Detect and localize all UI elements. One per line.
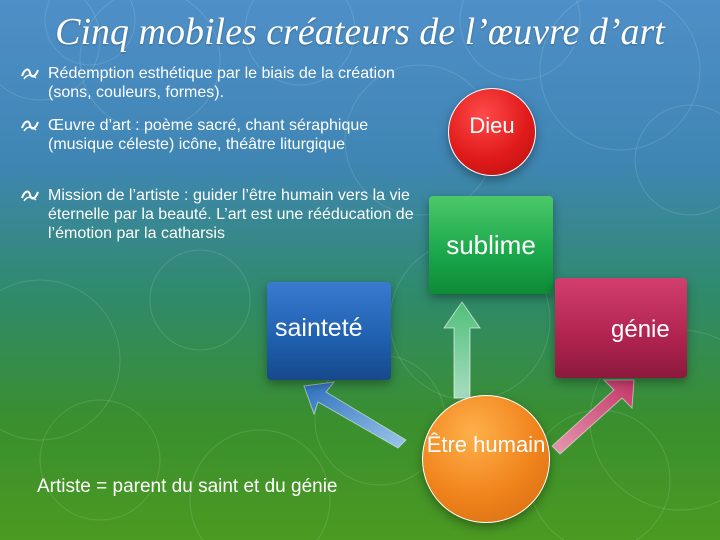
slide-title: Cinq mobiles créateurs de l’œuvre d’art: [55, 11, 665, 53]
bullet-text: Œuvre d’art : poème sacré, chant séraphique (musique céleste) icône, théâtre liturgique: [48, 117, 369, 153]
node-dieu: [448, 88, 536, 176]
cursive-bullet-icon: [20, 64, 40, 82]
bullet-item: [20, 64, 410, 102]
bullet-item: [20, 186, 420, 243]
footnote-text: Artiste = parent du saint et du génie: [37, 476, 338, 497]
node-label: Dieu: [469, 113, 515, 138]
diagonal-arrow-icon: [300, 380, 410, 450]
node-label: sublime: [446, 230, 536, 260]
node-label: sainteté: [275, 314, 363, 342]
node-genie: [555, 278, 687, 378]
diagonal-arrow-icon: [548, 376, 638, 456]
node-etre-humain: [422, 395, 550, 523]
cursive-bullet-icon: [20, 116, 40, 134]
node-label: génie: [611, 316, 670, 343]
node-saintete: [267, 282, 391, 380]
cursive-bullet-icon: [20, 186, 40, 204]
up-arrow-icon: [442, 300, 482, 400]
bullet-text: Mission de l’artiste : guider l’être humain vers la vie éternelle par la beauté. L’art est une rééducation de l’émotion par la catharsis: [48, 187, 414, 242]
node-sublime: [429, 196, 553, 294]
bullet-item: [20, 116, 370, 154]
node-label: Être humain: [426, 432, 546, 457]
bullet-text: Rédemption esthétique par le biais de la création (sons, couleurs, formes).: [48, 65, 395, 101]
